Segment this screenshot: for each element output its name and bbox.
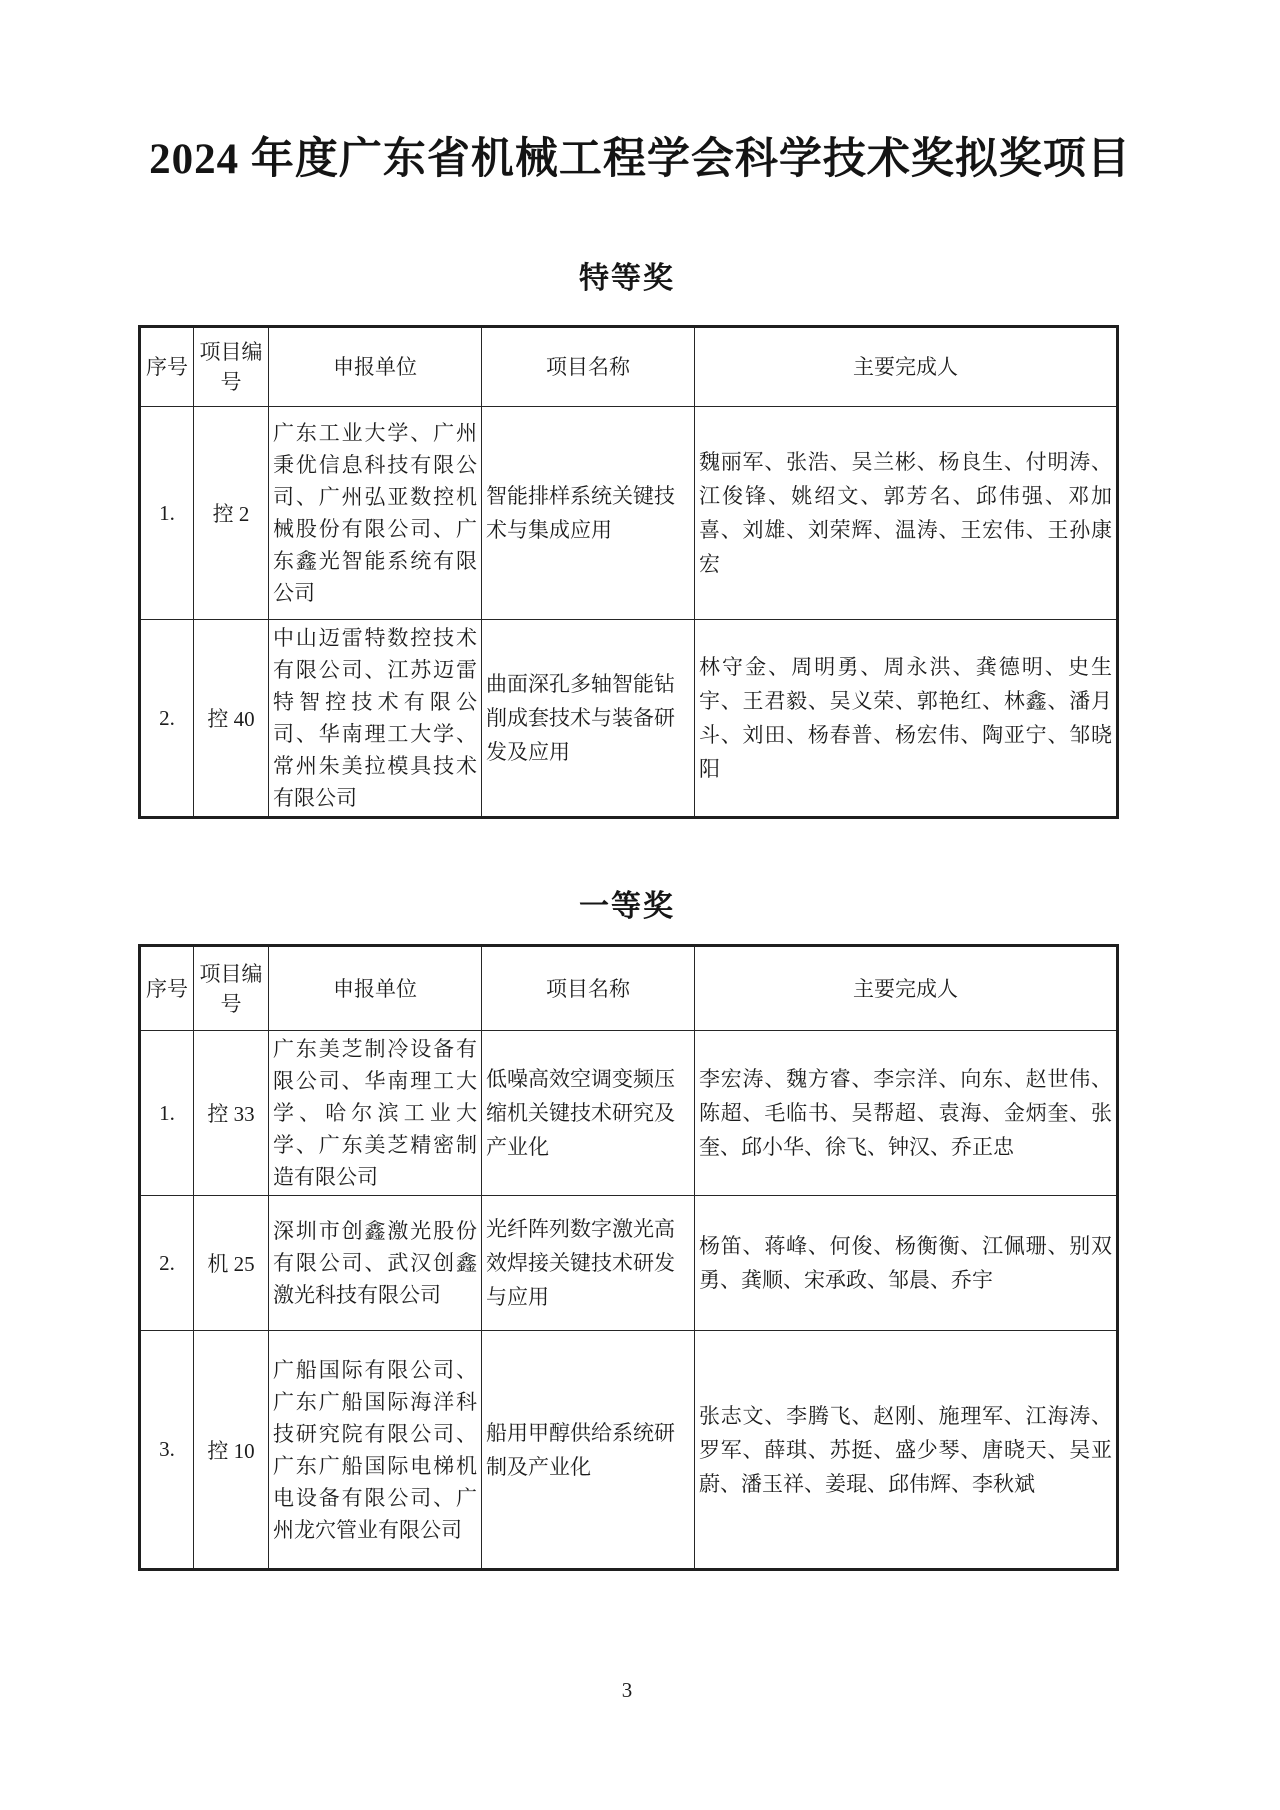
col-header-project-name: 项目名称 [482,327,695,407]
col-header-organization: 申报单位 [269,946,482,1031]
table-row [140,1196,1118,1331]
cell-index: 1. [140,1031,194,1196]
cell-project-name: 曲面深孔多轴智能钻削成套技术与装备研发及应用 [482,620,695,818]
cell-project-name: 低噪高效空调变频压缩机关键技术研究及产业化 [482,1031,695,1196]
cell-project-code: 控 33 [194,1031,269,1196]
col-header-project-code: 项目编号 [194,327,269,407]
document-title: 2024 年度广东省机械工程学会科学技术奖拟奖项目 [149,136,1131,183]
cell-project-code: 控 10 [194,1331,269,1570]
cell-project-code: 控 40 [194,620,269,818]
table-header-row [140,946,1118,1031]
table-row [140,1031,1118,1196]
cell-project-name: 船用甲醇供给系统研制及产业化 [482,1331,695,1570]
col-header-project-code: 项目编号 [194,946,269,1031]
special-prize-table [138,325,1119,819]
cell-contributors: 张志文、李腾飞、赵刚、施理军、江海涛、罗军、薛琪、苏挺、盛少琴、唐晓天、吴亚蔚、潘玉祥、姜琨、邱伟辉、李秋斌 [695,1331,1118,1570]
cell-project-code: 控 2 [194,407,269,620]
cell-index: 2. [140,1196,194,1331]
cell-contributors: 李宏涛、魏方睿、李宗洋、向东、赵世伟、陈超、毛临书、吴帮超、袁海、金炳奎、张奎、邱小华、徐飞、钟汉、乔正忠 [695,1031,1118,1196]
cell-contributors: 杨笛、蒋峰、何俊、杨衡衡、江佩珊、别双勇、龚顺、宋承政、邹晨、乔宇 [695,1196,1118,1331]
cell-index: 3. [140,1331,194,1570]
col-header-organization: 申报单位 [269,327,482,407]
col-header-project-name: 项目名称 [482,946,695,1031]
cell-project-name: 光纤阵列数字激光高效焊接关键技术研发与应用 [482,1196,695,1331]
table-row [140,1331,1118,1570]
first-prize-table [138,944,1119,1571]
cell-organizations: 中山迈雷特数控技术有限公司、江苏迈雷特智控技术有限公司、华南理工大学、常州朱美拉模具技术有限公司 [269,620,482,818]
cell-project-code: 机 25 [194,1196,269,1331]
table-row [140,407,1118,620]
col-header-index: 序号 [140,946,194,1031]
cell-contributors: 林守金、周明勇、周永洪、龚德明、史生宇、王君毅、吴义荣、郭艳红、林鑫、潘月斗、刘田、杨春普、杨宏伟、陶亚宁、邹晓阳 [695,620,1118,818]
col-header-contributors: 主要完成人 [695,946,1118,1031]
col-header-contributors: 主要完成人 [695,327,1118,407]
cell-organizations: 深圳市创鑫激光股份有限公司、武汉创鑫激光科技有限公司 [269,1196,482,1331]
cell-organizations: 广船国际有限公司、广东广船国际海洋科技研究院有限公司、广东广船国际电梯机电设备有限公司、广州龙穴管业有限公司 [269,1331,482,1570]
first-prize-heading: 一等奖 [579,890,675,923]
col-header-index: 序号 [140,327,194,407]
cell-index: 2. [140,620,194,818]
cell-index: 1. [140,407,194,620]
cell-organizations: 广东美芝制冷设备有限公司、华南理工大学、哈尔滨工业大学、广东美芝精密制造有限公司 [269,1031,482,1196]
cell-organizations: 广东工业大学、广州秉优信息科技有限公司、广州弘亚数控机械股份有限公司、广东鑫光智能系统有限公司 [269,407,482,620]
special-prize-heading: 特等奖 [579,262,675,295]
page-number: 3 [621,1678,633,1702]
cell-project-name: 智能排样系统关键技术与集成应用 [482,407,695,620]
cell-contributors: 魏丽军、张浩、吴兰彬、杨良生、付明涛、江俊锋、姚绍文、郭芳名、邱伟强、邓加喜、刘雄、刘荣辉、温涛、王宏伟、王孙康宏 [695,407,1118,620]
table-row [140,620,1118,818]
table-header-row [140,327,1118,407]
